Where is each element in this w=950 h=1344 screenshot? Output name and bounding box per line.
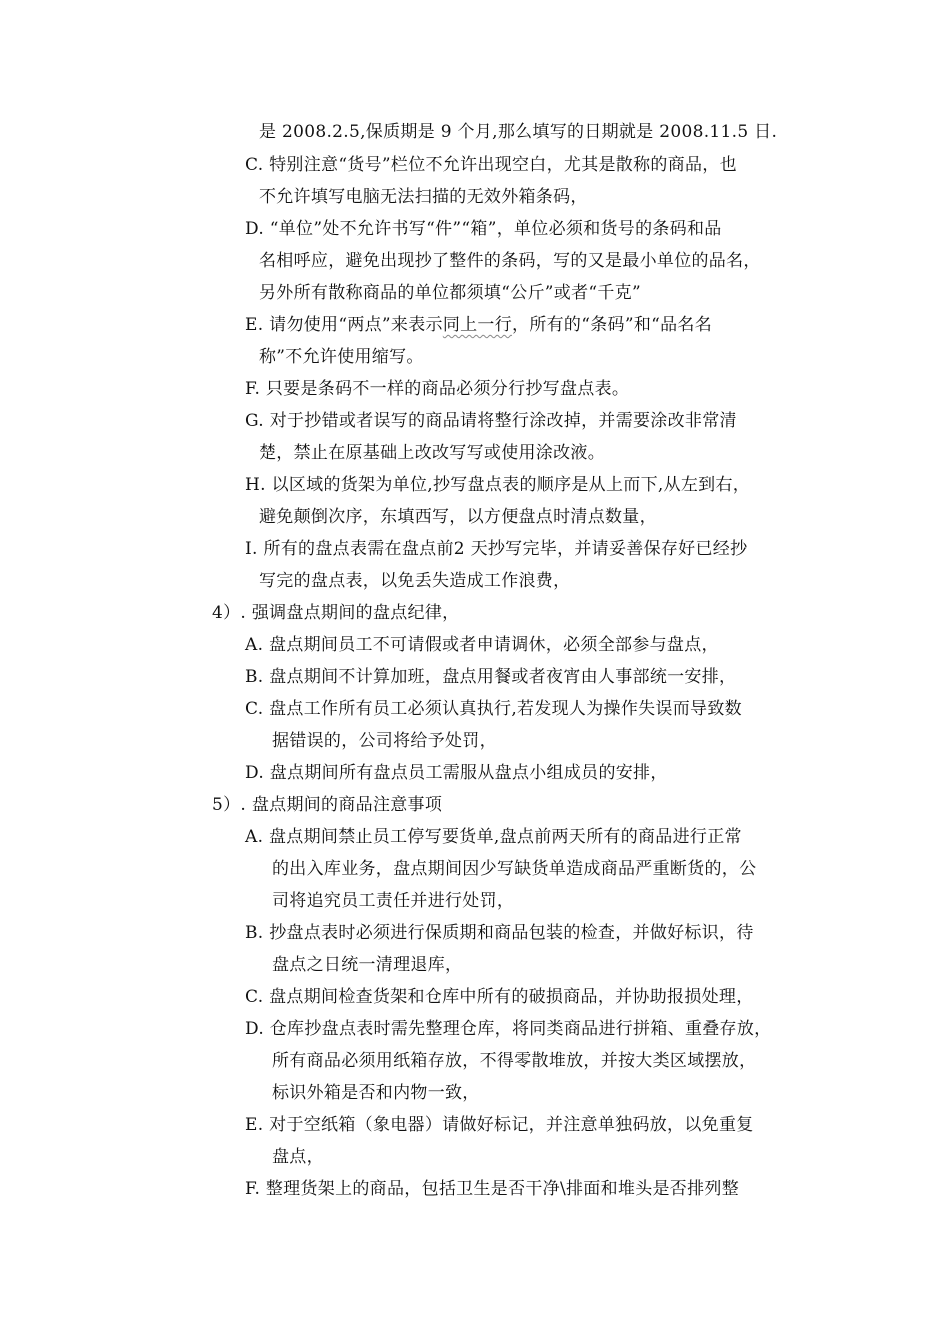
item-marker: D. — [245, 219, 265, 239]
item-marker: G. — [245, 411, 264, 431]
item-marker: E. — [245, 315, 264, 335]
item-marker: A. — [245, 635, 264, 655]
list-item-c: C. 特别注意“货号”栏位不允许出现空白，尤其是散称的商品，也 — [245, 155, 737, 175]
item-marker: A. — [245, 827, 264, 847]
list-item-g: G. 对于抄错或者误写的商品请将整行涂改掉，并需要涂改非常清 — [245, 411, 737, 431]
list-item-d: D. 仓库抄盘点表时需先整理仓库，将同类商品进行拼箱、重叠存放， — [245, 1019, 772, 1039]
item-marker: D. — [245, 763, 265, 783]
text-line: 的出入库业务，盘点期间因少写缺货单造成商品严重断货的，公 — [272, 859, 757, 879]
item-marker: C. — [245, 699, 264, 719]
text-line: 避免颠倒次序，东填西写，以方便盘点时清点数量， — [259, 507, 657, 527]
list-item-a: A. 盘点期间员工不可请假或者申请调休，必须全部参与盘点， — [245, 635, 719, 655]
section-heading-4: 4）. 强调盘点期间的盘点纪律， — [212, 603, 460, 623]
text-line: 标识外箱是否和内物一致， — [272, 1083, 480, 1103]
item-marker: D. — [245, 1019, 265, 1039]
list-item-i: I. 所有的盘点表需在盘点前2 天抄写完毕，并请妥善保存好已经抄 — [245, 539, 748, 559]
list-item-b: B. 盘点期间不计算加班，盘点用餐或者夜宵由人事部统一安排， — [245, 667, 737, 687]
item-marker: E. — [245, 1115, 264, 1135]
list-item-d: D. 盘点期间所有盘点员工需服从盘点小组成员的安排， — [245, 763, 668, 783]
text-line: 另外所有散称商品的单位都须填“公斤”或者“千克” — [259, 283, 641, 303]
list-item-c: C. 盘点工作所有员工必须认真执行,若发现人为操作失误而导致数 — [245, 699, 742, 719]
text-line: 司将追究员工责任并进行处罚， — [272, 891, 515, 911]
text-line: 称”不允许使用缩写。 — [259, 347, 424, 367]
list-item-b: B. 抄盘点表时必须进行保质期和商品包装的检查，并做好标识，待 — [245, 923, 754, 943]
list-item-f: F. 只要是条码不一样的商品必须分行抄写盘点表。 — [245, 379, 630, 399]
text-line: 是 2008.2.5,保质期是 9 个月,那么填写的日期就是 2008.11.5 日. — [259, 122, 778, 142]
item-marker: C. — [245, 987, 264, 1007]
item-marker: I. — [245, 539, 258, 559]
list-item-h: H. 以区域的货架为单位,抄写盘点表的顺序是从上而下,从左到右， — [245, 475, 751, 495]
item-marker: B. — [245, 923, 264, 943]
list-item-e: E. 请勿使用“两点”来表示同上一行，所有的“条码”和“品名名 — [245, 315, 713, 335]
section-heading-5: 5）. 盘点期间的商品注意事项 — [212, 795, 443, 815]
text-line: 名相呼应，避免出现抄了整件的条码，写的又是最小单位的品名， — [259, 251, 761, 271]
section-marker: 4）. — [212, 603, 247, 623]
text-line: 盘点， — [272, 1147, 324, 1167]
list-item-c: C. 盘点期间检查货架和仓库中所有的破损商品，并协助报损处理， — [245, 987, 754, 1007]
item-marker: F. — [245, 379, 261, 399]
item-marker: C. — [245, 155, 264, 175]
text-line: 不允许填写电脑无法扫描的无效外箱条码， — [259, 187, 588, 207]
text-line: 据错误的，公司将给予处罚， — [272, 731, 497, 751]
item-marker: F. — [245, 1179, 261, 1199]
list-item-e: E. 对于空纸箱（象电器）请做好标记，并注意单独码放，以免重复 — [245, 1115, 754, 1135]
item-marker: B. — [245, 667, 264, 687]
list-item-f: F. 整理货架上的商品，包括卫生是否干净\排面和堆头是否排列整 — [245, 1179, 740, 1199]
text-line: 盘点之日统一清理退库， — [272, 955, 463, 975]
spellcheck-underline: 同上一行 — [442, 315, 513, 335]
list-item-d: D. “单位”处不允许书写“件”“箱”，单位必须和货号的条码和品 — [245, 219, 722, 239]
item-marker: H. — [245, 475, 266, 495]
section-marker: 5）. — [212, 795, 247, 815]
text-line: 所有商品必须用纸箱存放，不得零散堆放，并按大类区域摆放， — [272, 1051, 757, 1071]
text-line: 楚，禁止在原基础上改改写写或使用涂改液。 — [259, 443, 605, 463]
list-item-a: A. 盘点期间禁止员工停写要货单,盘点前两天所有的商品进行正常 — [245, 827, 742, 847]
text-line: 写完的盘点表，以免丢失造成工作浪费， — [259, 571, 571, 591]
